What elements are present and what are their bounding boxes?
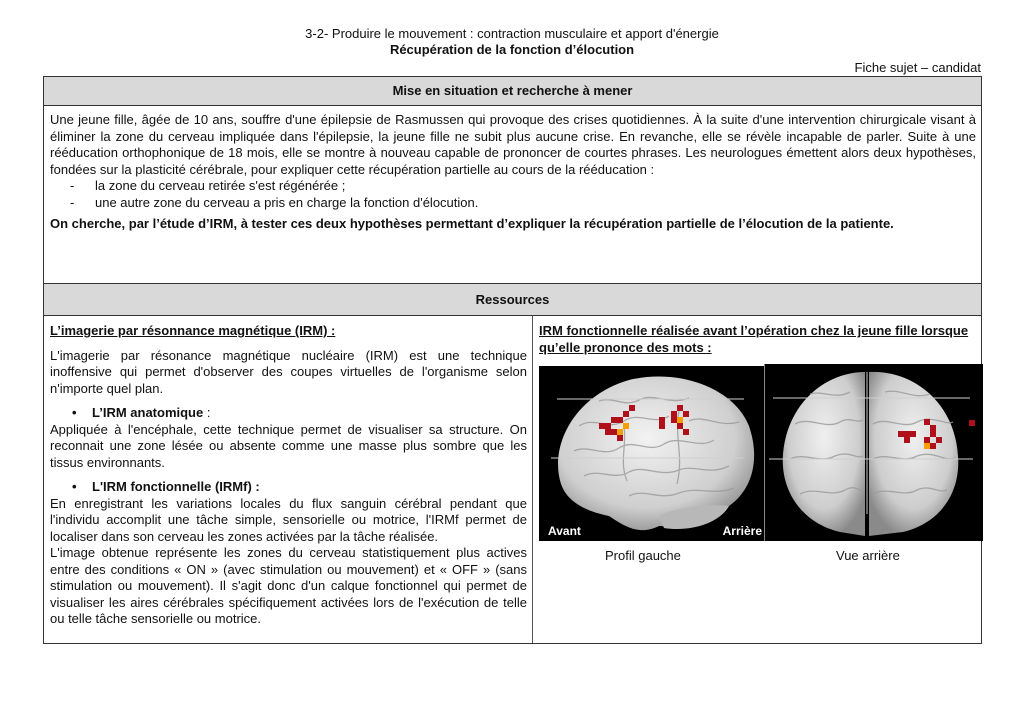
bullet-icon: • xyxy=(72,405,77,420)
brain-side-view-image xyxy=(539,366,764,541)
brain-rear-view-image xyxy=(764,364,983,541)
sheet-type-label: Fiche sujet – candidat xyxy=(854,60,981,75)
irm-intro: L'imagerie par résonance magnétique nucléaire (IRM) est une technique inoffensive qui permet d'observer des coupes virtuelles de l'organisme selon n'importe quel plan. xyxy=(50,347,527,396)
brain-rear-view-icon xyxy=(765,364,983,541)
resources-band-title: Ressources xyxy=(44,283,981,316)
figure-captions xyxy=(539,548,975,568)
situation-section xyxy=(44,106,981,283)
research-goal: On cherche, par l’étude d’IRM, à tester ces deux hypothèses permettant d’expliquer la récupération partielle de l’élocution de la patiente. xyxy=(50,216,894,231)
document-title xyxy=(0,26,1024,58)
irm-fonctionnelle-text-2: L'image obtenue représente les zones du cerveau statistiquement plus actives entre des conditions « ON » (avec stimulation ou mouvement) et « OFF » (sans stimulation ou mouvement). Il s'agit donc d'un calque fonctionnel qui permet de visualiser les aires cérébrales spécifiquement activées lors de l'exécution de telle ou telle tâche sensorielle ou motrice. xyxy=(50,545,527,626)
irm-anatomique-text: Appliquée à l'encéphale, cette technique permet de visualiser sa structure. On reconnait une zone lésée ou absente comme une masse plus sombre que les tissus environnants. xyxy=(50,421,527,470)
caption-left-profile: Profil gauche xyxy=(605,548,681,563)
chapter-title: 3-2- Produire le mouvement : contraction musculaire et apport d'énergie xyxy=(305,26,719,41)
situation-band-title: Mise en situation et recherche à mener xyxy=(44,77,981,106)
situation-paragraph: Une jeune fille, âgée de 10 ans, souffre d'une épilepsie de Rasmussen qui provoque des crises quotidiennes. À la suite d'une intervention chirurgicale visant à éliminer la zone du cerveau impliquée dans l'épilepsie, la jeune fille ne subit plus aucune crise. En revanche, elle se révèle incapable de parler. Suite à une rééducation orthophonique de 18 mois, elle se montre à nouveau capable de prononcer de courtes phrases. Les neurologues émettent alors deux hypothèses, fondées sur la plasticité cérébrale, pour expliquer cette récupération partielle au cours de la rééducation : xyxy=(50,112,976,177)
irm-explanation-cell xyxy=(44,316,533,643)
irmf-figure-heading: IRM fonctionnelle réalisée avant l’opération chez la jeune fille lorsque qu’elle prononce des mots : xyxy=(539,323,969,355)
front-label: Avant xyxy=(548,523,581,538)
worksheet-table xyxy=(43,76,982,644)
irm-anatomique-heading: • L’IRM anatomique : xyxy=(72,405,211,420)
irmf-figures xyxy=(539,364,975,542)
hypothesis-item: - la zone du cerveau retirée s'est régénérée ; xyxy=(70,178,976,195)
irm-heading: L’imagerie par résonnance magnétique (IRM) : xyxy=(50,323,336,338)
irm-fonctionnelle-heading: • L'IRM fonctionnelle (IRMf) : xyxy=(72,479,260,494)
back-label: Arrière xyxy=(722,523,762,538)
hypothesis-item: - une autre zone du cerveau a pris en charge la fonction d'élocution. xyxy=(70,195,976,212)
caption-rear-view: Vue arrière xyxy=(836,548,900,563)
resources-row xyxy=(44,316,981,643)
bullet-icon: • xyxy=(72,479,77,494)
activity-title: Récupération de la fonction d’élocution xyxy=(389,42,635,57)
hypotheses-list xyxy=(50,178,976,211)
brain-side-view-icon xyxy=(539,366,764,541)
irm-fonctionnelle-text: En enregistrant les variations locales du flux sanguin cérébral pendant que l'individu accomplit une tâche simple, sensorielle ou motrice, l'IRMf permet de localiser dans son cerveau les zones activées par la tâche réalisée. xyxy=(50,495,527,544)
irmf-figure-cell xyxy=(533,316,981,643)
